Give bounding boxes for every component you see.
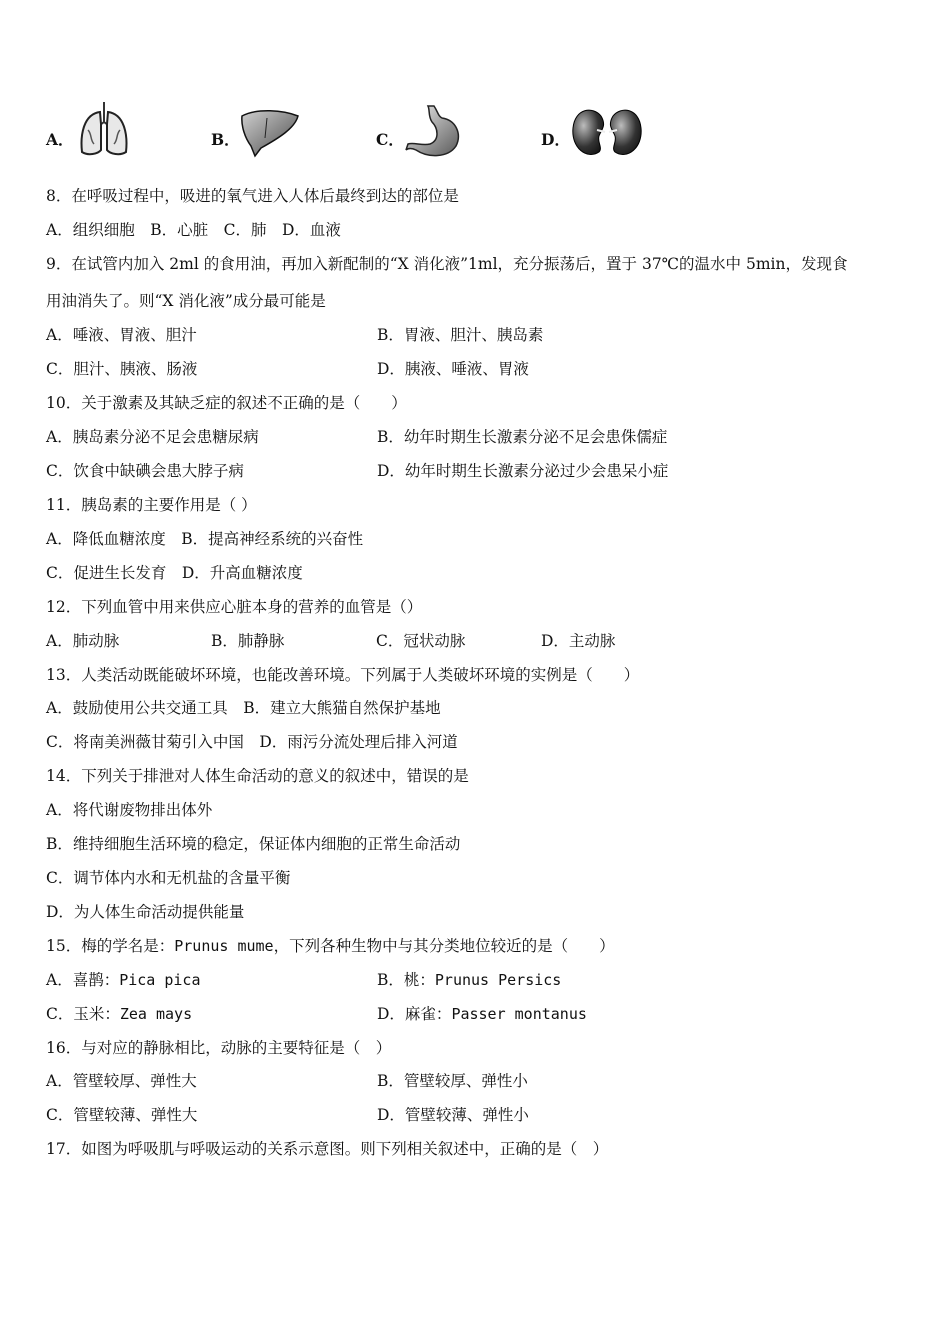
option-label: A． [46, 130, 74, 149]
question-10-stem: 10．关于激素及其缺乏症的叙述不正确的是（ ） [46, 394, 407, 412]
question-16-option-c[interactable]: C．管壁较薄、弹性大 [46, 1106, 198, 1124]
question-14-option-c[interactable]: C．调节体内水和无机盐的含量平衡 [46, 869, 291, 887]
question-14-option-d[interactable]: D．为人体生命活动提供能量 [46, 903, 245, 921]
liver-icon [239, 108, 301, 158]
question-11-stem: 11．胰岛素的主要作用是（ ） [46, 496, 257, 514]
scientific-name: Passer montanus [451, 1005, 587, 1023]
question-14-option-a[interactable]: A．将代谢废物排出体外 [46, 801, 213, 819]
question-16-option-b[interactable]: B．管壁较厚、弹性小 [377, 1072, 528, 1090]
question-10-option-d[interactable]: D．幼年时期生长激素分泌过少会患呆小症 [377, 462, 669, 480]
question-14-stem: 14．下列关于排泄对人体生命活动的意义的叙述中，错误的是 [46, 767, 469, 785]
question-15-stem [46, 936, 615, 956]
option-b-liver[interactable] [211, 100, 311, 162]
kidneys-icon [571, 106, 643, 160]
lungs-icon [74, 100, 134, 160]
question-8-stem: 8．在呼吸过程中，吸进的氧气进入人体后最终到达的部位是 [46, 187, 459, 205]
question-10-option-c[interactable]: C．饮食中缺碘会患大脖子病 [46, 462, 244, 480]
question-16-stem: 16．与对应的静脉相比，动脉的主要特征是（ ） [46, 1039, 392, 1057]
scientific-name: Zea mays [119, 1005, 193, 1023]
option-label: C． [376, 130, 404, 149]
question-17-stem: 17．如图为呼吸肌与呼吸运动的关系示意图。则下列相关叙述中，正确的是（ ） [46, 1140, 609, 1158]
question-10-option-b[interactable]: B．幼年时期生长激素分泌不足会患侏儒症 [377, 428, 668, 446]
question-10-option-a[interactable]: A．胰岛素分泌不足会患糖尿病 [46, 428, 259, 446]
option-d-kidneys[interactable] [541, 100, 651, 162]
question-9-option-b[interactable]: B．胃液、胆汁、胰岛素 [377, 326, 544, 344]
question-12-option-a[interactable]: A．肺动脉 [46, 632, 120, 650]
stomach-icon [404, 104, 464, 160]
question-16-option-d[interactable]: D．管壁较薄、弹性小 [377, 1106, 529, 1124]
question-12-stem: 12．下列血管中用来供应心脏本身的营养的血管是（） [46, 598, 423, 616]
question-13-stem: 13．人类活动既能破坏环境，也能改善环境。下列属于人类破坏环境的实例是（ ） [46, 666, 640, 684]
option-label: A．喜鹊： [46, 971, 120, 989]
option-label: C．玉米： [46, 1005, 120, 1023]
question-14-option-b[interactable]: B．维持细胞生活环境的稳定，保证体内细胞的正常生命活动 [46, 835, 461, 853]
question-13-options-cd[interactable]: C．将南美洲薇甘菊引入中国 D．雨污分流处理后排入河道 [46, 733, 458, 751]
scientific-name: Prunus Persics [434, 971, 562, 989]
question-8-options[interactable]: A．组织细胞 B．心脏 C．肺 D．血液 [46, 221, 341, 239]
question-15-option-a[interactable] [46, 970, 200, 990]
question-15-option-d[interactable] [377, 1004, 587, 1024]
question-12-option-d[interactable]: D．主动脉 [541, 632, 616, 650]
option-a-lungs[interactable] [46, 100, 146, 162]
option-label: D．麻雀： [377, 1005, 452, 1023]
question-11-options-cd[interactable]: C．促进生长发育 D．升高血糖浓度 [46, 564, 303, 582]
question-12-option-c[interactable]: C．冠状动脉 [376, 632, 466, 650]
scientific-name: Prunus mume [174, 937, 274, 955]
option-label: B． [211, 130, 240, 149]
question-16-option-a[interactable]: A．管壁较厚、弹性大 [46, 1072, 197, 1090]
question-15-option-b[interactable] [377, 970, 561, 990]
scientific-name: Pica pica [119, 971, 201, 989]
stem-suffix: ，下列各种生物中与其分类地位较近的是（ ） [273, 937, 615, 955]
question-9-stem-line1: 9．在试管内加入 2ml 的食用油，再加入新配制的“X 消化液”1ml，充分振荡后，置于 37℃的温水中 5min，发现食 [46, 255, 848, 273]
question-9-stem-line2: 用油消失了。则“X 消化液”成分最可能是 [46, 292, 326, 310]
question-9-option-c[interactable]: C．胆汁、胰液、肠液 [46, 360, 198, 378]
option-c-stomach[interactable] [376, 100, 476, 162]
question-11-options-ab[interactable]: A．降低血糖浓度 B．提高神经系统的兴奋性 [46, 530, 364, 548]
question-13-options-ab[interactable]: A．鼓励使用公共交通工具 B．建立大熊猫自然保护基地 [46, 699, 441, 717]
option-label: B．桃： [377, 971, 435, 989]
question-9-option-a[interactable]: A．唾液、胃液、胆汁 [46, 326, 197, 344]
question-15-option-c[interactable] [46, 1004, 192, 1024]
question-12-option-b[interactable]: B．肺静脉 [211, 632, 285, 650]
question-9-option-d[interactable]: D．胰液、唾液、胃液 [377, 360, 529, 378]
option-label: D． [541, 130, 570, 149]
stem-prefix: 15．梅的学名是： [46, 937, 175, 955]
